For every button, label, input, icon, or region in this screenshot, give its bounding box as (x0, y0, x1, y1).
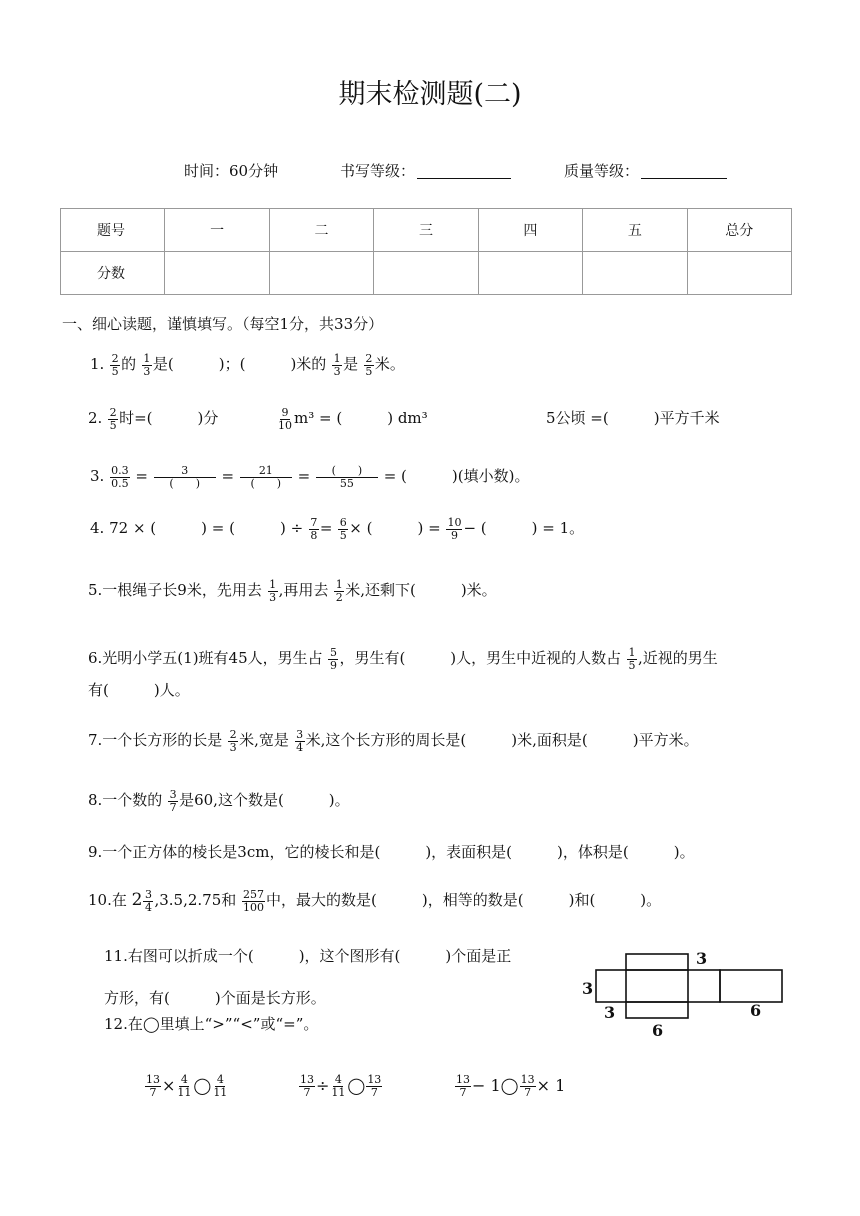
fraction (334, 579, 344, 604)
net-top-face (626, 954, 688, 970)
text: 72 × ( ) = ( ) ÷ (109, 519, 304, 537)
fraction (338, 517, 348, 542)
denominator: 7 (303, 1086, 311, 1099)
question-number: 3. (90, 467, 105, 485)
question-2-part-2 (276, 406, 428, 432)
numerator: 4 (334, 1073, 342, 1086)
fraction (242, 889, 265, 914)
question-2-part-3: 5公顷 =( )平方千米 (546, 409, 720, 427)
fraction (332, 353, 342, 378)
fraction (520, 1074, 536, 1099)
numerator: 2 (365, 351, 373, 365)
numerator: 6 (339, 515, 347, 529)
text: 6.光明小学五(1)班有45人，男生占 (88, 649, 323, 667)
denominator: 55 (339, 476, 354, 490)
label-bottom: 6 (652, 1021, 664, 1040)
numerator: 1 (335, 577, 343, 591)
question-3: 3. $\frac{0.3}{0.5}$ = $\frac{3}{( )}$ = $\frac{21}{( )}$ = $\frac{( )}{55}$ = ( )(填小数)。 (90, 463, 530, 490)
denominator: 8 (310, 528, 318, 542)
text: × ( ) = (349, 519, 441, 537)
header-cell: 总分 (687, 209, 791, 252)
numerator: 3 (296, 727, 304, 741)
denominator: 3 (143, 364, 151, 378)
text: 米,这个长方形的周长是( )米,面积是( )平方米。 (305, 731, 699, 749)
denominator: 100 (243, 900, 265, 914)
denominator: 5 (109, 418, 117, 432)
text: ,再用去 (278, 581, 329, 599)
numerator: 257 (243, 887, 265, 901)
numerator: 1 (628, 645, 636, 659)
denominator: 4 (296, 740, 304, 754)
text: 7.一个长方形的长是 (88, 731, 223, 749)
numerator: 10 (447, 515, 462, 529)
numerator: 13 (456, 1073, 470, 1086)
label-left: 3 (582, 979, 594, 998)
denominator: 5 (628, 658, 636, 672)
text: = ( )(填小数)。 (383, 467, 530, 485)
numerator: 3 (154, 465, 216, 478)
fraction (295, 729, 305, 754)
score-cell[interactable] (269, 252, 373, 295)
score-label-cell: 分数 (61, 252, 165, 295)
denominator: 7 (459, 1086, 467, 1099)
net-right-face (720, 970, 782, 1002)
label-bottom-left: 3 (604, 1003, 616, 1022)
mixed-number-whole: 2 (131, 890, 143, 910)
denominator: ( ) (169, 476, 200, 490)
question-7 (88, 728, 699, 754)
header-cell: 三 (374, 209, 478, 252)
fraction (143, 889, 153, 914)
numerator: 13 (300, 1073, 314, 1086)
fraction (328, 647, 338, 672)
score-table-header-row (61, 209, 792, 252)
numerator: 2 (111, 351, 119, 365)
question-8 (88, 788, 350, 814)
fraction (228, 729, 238, 754)
question-1 (90, 352, 405, 378)
text: 8.一个数的 (88, 791, 163, 809)
question-9: 9.一个正方体的棱长是3cm，它的棱长和是( )，表面积是( )，体积是( )。 (88, 843, 695, 861)
score-cell[interactable] (583, 252, 687, 295)
section-heading: 一、细心读题，谨慎填写。（每空1分，共33分） (62, 315, 384, 333)
denominator: 3 (229, 740, 237, 754)
score-table (60, 208, 792, 295)
numerator: 1 (269, 577, 277, 591)
fraction (240, 465, 292, 490)
question-number: 2. (88, 409, 103, 427)
denominator: 11 (213, 1086, 228, 1099)
text: 时=( )分 (119, 409, 219, 427)
denominator: 5 (111, 364, 119, 378)
question-6-line-2: 有( )人。 (88, 681, 190, 699)
page-title: 期末检测题(二) (338, 79, 522, 110)
fraction (455, 1074, 471, 1099)
fraction (446, 517, 462, 542)
text: 是60,这个数是( )。 (179, 791, 350, 809)
compare-circle[interactable]: ◯ (193, 1076, 212, 1095)
fraction (142, 353, 152, 378)
operator: ÷ (316, 1076, 330, 1095)
numerator: 7 (310, 515, 318, 529)
numerator: 21 (240, 465, 292, 478)
numerator: 2 (109, 405, 117, 419)
text: ,3.5,2.75和 (154, 891, 237, 909)
operator: − 1 (472, 1076, 501, 1095)
quality-grade-blank[interactable] (641, 164, 727, 179)
question-11-line-2: 方形，有( )个面是长方形。 (104, 989, 326, 1007)
fraction (168, 789, 178, 814)
numerator: 2 (229, 727, 237, 741)
fraction (627, 647, 637, 672)
score-cell[interactable] (165, 252, 269, 295)
text: 中，最大的数是( )，相等的数是( )和( )。 (266, 891, 662, 909)
fraction (364, 353, 374, 378)
header-cell: 五 (583, 209, 687, 252)
fraction (277, 407, 293, 432)
question-5 (88, 578, 497, 604)
numerator: 1 (143, 351, 151, 365)
fraction (176, 1074, 192, 1099)
fraction (212, 1074, 228, 1099)
fraction (110, 353, 120, 378)
denominator: 9 (450, 528, 458, 542)
label-top: 3 (696, 949, 708, 968)
text: 10.在 (88, 891, 127, 909)
fraction (110, 465, 130, 490)
numerator: 4 (180, 1073, 188, 1086)
cube-net-figure (578, 946, 788, 1040)
question-number: 1. (90, 355, 105, 373)
score-table-score-row (61, 252, 792, 295)
operator: × 1 (536, 1076, 566, 1095)
text: = (319, 519, 333, 537)
question-10 (88, 888, 661, 914)
text: ，男生有( )人，男生中近视的人数占 (339, 649, 622, 667)
fraction (299, 1074, 315, 1099)
net-left-faces (596, 970, 720, 1002)
score-cell[interactable] (374, 252, 478, 295)
text: 米。 (374, 355, 405, 373)
text: 是( )；( )米的 (152, 355, 327, 373)
denominator: 10 (278, 418, 292, 432)
quality-grade (564, 160, 727, 181)
text: 是 (343, 355, 359, 373)
text: 米,宽是 (239, 731, 289, 749)
numerator: ( ) (316, 465, 378, 478)
question-11: 11.右图可以折成一个( )，这个图形有( )个面是正 (104, 947, 512, 965)
denominator: 11 (331, 1086, 346, 1099)
text: − ( ) = 1。 (463, 519, 585, 537)
denominator: 7 (149, 1086, 157, 1099)
denominator: 9 (329, 658, 337, 672)
denominator: 5 (339, 528, 347, 542)
score-cell[interactable] (478, 252, 582, 295)
numerator: 9 (281, 405, 289, 419)
denominator: ( ) (250, 476, 282, 490)
denominator: 7 (370, 1086, 378, 1099)
denominator: 7 (169, 800, 177, 814)
numerator: 3 (169, 787, 177, 801)
header-cell: 题号 (61, 209, 165, 252)
net-bottom-face (626, 1002, 688, 1018)
compare-expression-1 (144, 1074, 229, 1099)
compare-circle[interactable]: ◯ (500, 1076, 519, 1095)
denominator: 7 (524, 1086, 532, 1099)
compare-expression-3 (454, 1074, 565, 1099)
denominator: 4 (144, 900, 152, 914)
fraction (108, 407, 118, 432)
numerator: 1 (333, 351, 341, 365)
time-info: 时间：60分钟 (184, 162, 279, 180)
text: 米,还剩下( )米。 (345, 581, 497, 599)
writing-grade (340, 160, 511, 181)
header-cell: 二 (269, 209, 373, 252)
denominator: 3 (269, 590, 277, 604)
denominator: 11 (177, 1086, 192, 1099)
label-right: 6 (750, 1001, 762, 1020)
compare-expression-2 (298, 1074, 383, 1099)
numerator: 4 (216, 1073, 224, 1086)
writing-grade-blank[interactable] (417, 164, 511, 179)
fraction (316, 465, 378, 490)
fraction (309, 517, 319, 542)
text: ,近视的男生 (637, 649, 718, 667)
text: 5.一根绳子长9米，先用去 (88, 581, 262, 599)
question-12: 12.在◯里填上“>”“<”或“=”。 (104, 1015, 319, 1033)
score-cell[interactable] (687, 252, 791, 295)
text: m³ = ( ) dm³ (294, 409, 428, 427)
question-number: 4. (90, 519, 105, 537)
fraction (145, 1074, 161, 1099)
question-6 (88, 646, 718, 672)
text: 的 (121, 355, 137, 373)
compare-circle[interactable]: ◯ (347, 1076, 366, 1095)
denominator: 2 (335, 590, 343, 604)
denominator: 3 (333, 364, 341, 378)
operator: × (162, 1076, 176, 1095)
question-2 (88, 406, 218, 432)
fraction (330, 1074, 346, 1099)
fraction (268, 579, 278, 604)
writing-grade-label: 书写等级： (340, 162, 416, 180)
denominator: 5 (365, 364, 373, 378)
quality-grade-label: 质量等级： (564, 162, 640, 180)
numerator: 5 (329, 645, 337, 659)
fraction (366, 1074, 382, 1099)
question-4 (90, 516, 584, 542)
fraction (154, 465, 216, 490)
denominator: 0.5 (111, 476, 129, 490)
header-cell: 一 (165, 209, 269, 252)
numerator: 13 (520, 1073, 535, 1086)
header-cell: 四 (478, 209, 582, 252)
numerator: 13 (146, 1073, 160, 1086)
numerator: 13 (367, 1073, 382, 1086)
numerator: 0.3 (111, 463, 129, 477)
numerator: 3 (144, 887, 152, 901)
